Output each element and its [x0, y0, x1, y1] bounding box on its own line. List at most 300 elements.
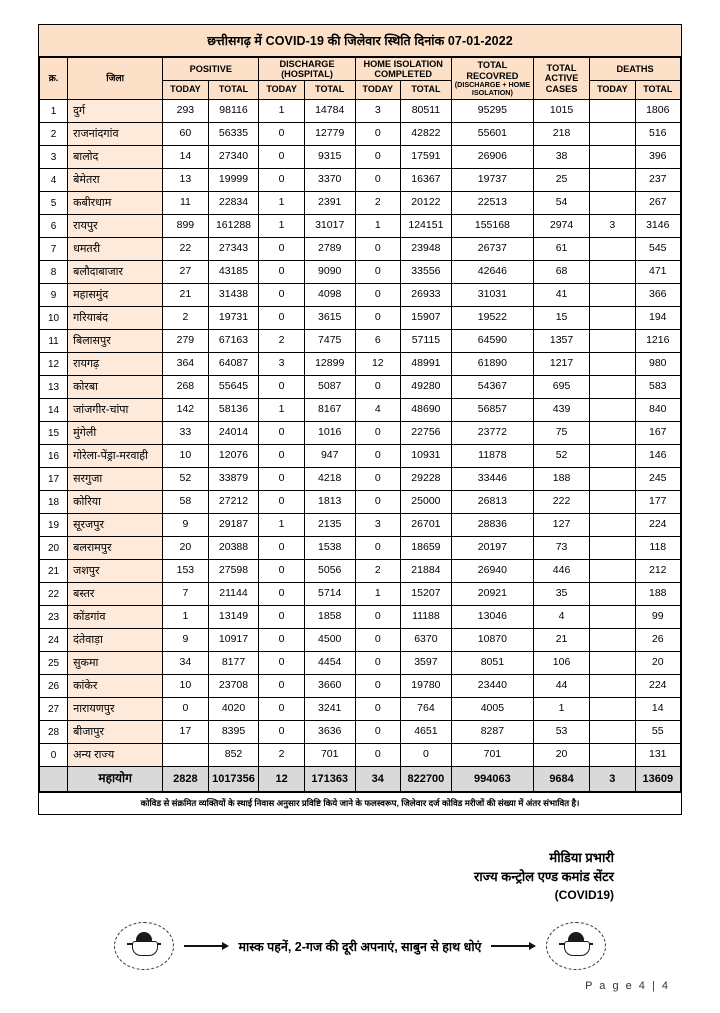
- cell-deaths-total: 194: [635, 307, 680, 330]
- cell-deaths-today: [590, 100, 635, 123]
- cell-deaths-today: [590, 376, 635, 399]
- cell-district: कोरिया: [68, 491, 163, 514]
- cell-home-isolation-today: 1: [355, 583, 400, 606]
- cell-total-active: 127: [533, 514, 589, 537]
- cell-serial: 18: [40, 491, 68, 514]
- cell-deaths-today: [590, 583, 635, 606]
- cell-total-recovered: 23772: [451, 422, 533, 445]
- cell-discharge-today: 0: [259, 468, 304, 491]
- table-row: [40, 744, 681, 767]
- cell-discharge-today: 0: [259, 422, 304, 445]
- cell-discharge-total: 8167: [304, 399, 355, 422]
- table-row: [40, 721, 681, 744]
- cell-home-isolation-today: 0: [355, 537, 400, 560]
- cell-home-isolation-today: 3: [355, 514, 400, 537]
- cell-district: राजनांदगांव: [68, 123, 163, 146]
- cell-deaths-total: 131: [635, 744, 680, 767]
- cell-positive-total: 98116: [208, 100, 259, 123]
- cell-home-isolation-total: 57115: [401, 330, 452, 353]
- cell-positive-total: 27340: [208, 146, 259, 169]
- cell-total-active: 25: [533, 169, 589, 192]
- cell-deaths-total: 118: [635, 537, 680, 560]
- header-recovered-line1: TOTAL: [477, 60, 508, 71]
- cell-positive-today: 7: [163, 583, 208, 606]
- header-home-isolation-today: TODAY: [355, 81, 400, 100]
- cell-serial: 6: [40, 215, 68, 238]
- cell-total-recovered: 42646: [451, 261, 533, 284]
- cell-home-isolation-today: 0: [355, 629, 400, 652]
- cell-discharge-total: 7475: [304, 330, 355, 353]
- cell-deaths-total: 840: [635, 399, 680, 422]
- cell-positive-today: 293: [163, 100, 208, 123]
- cell-serial: 4: [40, 169, 68, 192]
- cell-deaths-total: 224: [635, 514, 680, 537]
- cell-serial: 19: [40, 514, 68, 537]
- cell-serial: 0: [40, 744, 68, 767]
- cell-discharge-today: 1: [259, 100, 304, 123]
- cell-total-recovered: 20921: [451, 583, 533, 606]
- cell-deaths-today: [590, 307, 635, 330]
- cell-total-active: 1015: [533, 100, 589, 123]
- table-row: [40, 123, 681, 146]
- cell-home-isolation-today: 0: [355, 238, 400, 261]
- cell-home-isolation-today: 0: [355, 376, 400, 399]
- cell-serial: 24: [40, 629, 68, 652]
- cell-home-isolation-today: 0: [355, 284, 400, 307]
- cell-positive-total: 24014: [208, 422, 259, 445]
- cell-total-active: 73: [533, 537, 589, 560]
- cell-total-recovered: 28836: [451, 514, 533, 537]
- cell-deaths-today: 3: [590, 215, 635, 238]
- cell-deaths-total: 3146: [635, 215, 680, 238]
- cell-discharge-today: 12: [259, 767, 304, 792]
- cell-deaths-total: 146: [635, 445, 680, 468]
- table-row: [40, 169, 681, 192]
- cell-district: बलरामपुर: [68, 537, 163, 560]
- cell-home-isolation-total: 42822: [401, 123, 452, 146]
- cell-positive-total: 33879: [208, 468, 259, 491]
- cell-discharge-today: 0: [259, 491, 304, 514]
- cell-serial: 8: [40, 261, 68, 284]
- cell-positive-today: 9: [163, 629, 208, 652]
- header-discharge-today: TODAY: [259, 81, 304, 100]
- header-home-isolation-line2: COMPLETED: [374, 69, 433, 79]
- cell-home-isolation-today: 34: [355, 767, 400, 792]
- cell-total-active: 52: [533, 445, 589, 468]
- cell-total-active: 446: [533, 560, 589, 583]
- header-positive: POSITIVE: [163, 58, 259, 81]
- cell-discharge-total: 3615: [304, 307, 355, 330]
- cell-positive-total: 12076: [208, 445, 259, 468]
- cell-home-isolation-total: 124151: [401, 215, 452, 238]
- cell-positive-today: 268: [163, 376, 208, 399]
- cell-positive-today: 10: [163, 675, 208, 698]
- cell-discharge-total: 5087: [304, 376, 355, 399]
- cell-total-active: 4: [533, 606, 589, 629]
- cell-home-isolation-today: 0: [355, 445, 400, 468]
- cell-discharge-total: 2789: [304, 238, 355, 261]
- cell-deaths-today: [590, 744, 635, 767]
- cell-total-recovered: 31031: [451, 284, 533, 307]
- cell-positive-total: 64087: [208, 353, 259, 376]
- cell-positive-today: 899: [163, 215, 208, 238]
- cell-discharge-total: 1813: [304, 491, 355, 514]
- cell-home-isolation-total: 48991: [401, 353, 452, 376]
- cell-home-isolation-today: 4: [355, 399, 400, 422]
- cell-home-isolation-today: 0: [355, 744, 400, 767]
- cell-deaths-total: 237: [635, 169, 680, 192]
- cell-total-active: 439: [533, 399, 589, 422]
- cell-positive-today: 153: [163, 560, 208, 583]
- mask-face-icon-left: [114, 922, 174, 970]
- cell-total-recovered: 23440: [451, 675, 533, 698]
- cell-deaths-today: [590, 238, 635, 261]
- cell-total-active: 15: [533, 307, 589, 330]
- cell-district: महायोग: [68, 767, 163, 792]
- cell-total-recovered: 33446: [451, 468, 533, 491]
- table-row: [40, 422, 681, 445]
- cell-total-recovered: 8051: [451, 652, 533, 675]
- cell-serial: 27: [40, 698, 68, 721]
- cell-district: दुर्ग: [68, 100, 163, 123]
- cell-total-recovered: 155168: [451, 215, 533, 238]
- cell-positive-today: 2: [163, 307, 208, 330]
- header-row-groups: [40, 58, 681, 81]
- signature-line-2: राज्य कन्ट्रोल एण्ड कमांड सेंटर: [474, 868, 614, 884]
- table-row: [40, 307, 681, 330]
- cell-deaths-total: 245: [635, 468, 680, 491]
- table-row: [40, 284, 681, 307]
- cell-total-recovered: 19737: [451, 169, 533, 192]
- cell-positive-today: 11: [163, 192, 208, 215]
- cell-serial: 2: [40, 123, 68, 146]
- cell-home-isolation-total: 33556: [401, 261, 452, 284]
- cell-home-isolation-total: 15907: [401, 307, 452, 330]
- cell-home-isolation-total: 15207: [401, 583, 452, 606]
- cell-home-isolation-total: 23948: [401, 238, 452, 261]
- cell-positive-today: 1: [163, 606, 208, 629]
- table-row: [40, 261, 681, 284]
- cell-positive-total: 852: [208, 744, 259, 767]
- table-row: [40, 215, 681, 238]
- cell-total-active: 1357: [533, 330, 589, 353]
- cell-discharge-today: 0: [259, 675, 304, 698]
- cell-positive-total: 8177: [208, 652, 259, 675]
- cell-serial: 1: [40, 100, 68, 123]
- cell-home-isolation-total: 764: [401, 698, 452, 721]
- cell-district: दंतेवाड़ा: [68, 629, 163, 652]
- cell-home-isolation-today: 0: [355, 675, 400, 698]
- cell-discharge-total: 701: [304, 744, 355, 767]
- cell-deaths-today: [590, 422, 635, 445]
- cell-positive-total: 56335: [208, 123, 259, 146]
- cell-total-active: 38: [533, 146, 589, 169]
- cell-home-isolation-total: 26701: [401, 514, 452, 537]
- cell-serial: 9: [40, 284, 68, 307]
- header-deaths: DEATHS: [590, 58, 681, 81]
- cell-total-recovered: 55601: [451, 123, 533, 146]
- cell-home-isolation-total: 80511: [401, 100, 452, 123]
- cell-deaths-total: 545: [635, 238, 680, 261]
- cell-serial: 17: [40, 468, 68, 491]
- cell-serial: 16: [40, 445, 68, 468]
- cell-district: बस्तर: [68, 583, 163, 606]
- table-row: [40, 583, 681, 606]
- cell-total-active: 75: [533, 422, 589, 445]
- cell-total-active: 222: [533, 491, 589, 514]
- table-row: [40, 675, 681, 698]
- cell-home-isolation-today: 6: [355, 330, 400, 353]
- header-active-line2: ACTIVE: [544, 73, 579, 84]
- cell-district: बेमेतरा: [68, 169, 163, 192]
- cell-discharge-today: 0: [259, 169, 304, 192]
- cell-home-isolation-total: 18659: [401, 537, 452, 560]
- cell-discharge-total: 947: [304, 445, 355, 468]
- cell-home-isolation-today: 0: [355, 422, 400, 445]
- cell-total-recovered: 61890: [451, 353, 533, 376]
- cell-district: गरियाबंद: [68, 307, 163, 330]
- cell-deaths-today: [590, 537, 635, 560]
- cell-deaths-total: 26: [635, 629, 680, 652]
- cell-total-recovered: 26737: [451, 238, 533, 261]
- cell-deaths-today: [590, 698, 635, 721]
- cell-deaths-total: 167: [635, 422, 680, 445]
- cell-positive-total: 161288: [208, 215, 259, 238]
- cell-total-recovered: 54367: [451, 376, 533, 399]
- cell-discharge-today: 0: [259, 307, 304, 330]
- cell-home-isolation-today: 0: [355, 698, 400, 721]
- cell-serial: 28: [40, 721, 68, 744]
- cell-discharge-total: 4500: [304, 629, 355, 652]
- cell-total-recovered: 56857: [451, 399, 533, 422]
- cell-home-isolation-total: 19780: [401, 675, 452, 698]
- cell-serial: 7: [40, 238, 68, 261]
- cell-total-active: 188: [533, 468, 589, 491]
- cell-total-recovered: 64590: [451, 330, 533, 353]
- cell-home-isolation-total: 11188: [401, 606, 452, 629]
- cell-positive-total: 23708: [208, 675, 259, 698]
- cell-deaths-today: [590, 468, 635, 491]
- cell-discharge-total: 12779: [304, 123, 355, 146]
- cell-discharge-total: 1538: [304, 537, 355, 560]
- cell-total-active: 61: [533, 238, 589, 261]
- cell-positive-total: 43185: [208, 261, 259, 284]
- table-row: [40, 514, 681, 537]
- cell-deaths-total: 20: [635, 652, 680, 675]
- cell-district: मुंगेली: [68, 422, 163, 445]
- cell-discharge-total: 4098: [304, 284, 355, 307]
- cell-discharge-today: 0: [259, 284, 304, 307]
- cell-deaths-today: [590, 330, 635, 353]
- cell-district: बिलासपुर: [68, 330, 163, 353]
- cell-total-recovered: 26813: [451, 491, 533, 514]
- cell-district: सूरजपुर: [68, 514, 163, 537]
- cell-home-isolation-total: 6370: [401, 629, 452, 652]
- header-active-line1: TOTAL: [546, 63, 577, 74]
- cell-home-isolation-total: 822700: [401, 767, 452, 792]
- cell-positive-today: 22: [163, 238, 208, 261]
- cell-deaths-today: [590, 353, 635, 376]
- cell-total-recovered: 10870: [451, 629, 533, 652]
- cell-discharge-today: 0: [259, 261, 304, 284]
- table-row: [40, 146, 681, 169]
- cell-positive-today: 33: [163, 422, 208, 445]
- cell-discharge-today: 0: [259, 606, 304, 629]
- cell-discharge-today: 1: [259, 192, 304, 215]
- cell-district: धमतरी: [68, 238, 163, 261]
- cell-discharge-today: 1: [259, 215, 304, 238]
- cell-deaths-today: [590, 192, 635, 215]
- cell-positive-today: 9: [163, 514, 208, 537]
- cell-discharge-total: 4454: [304, 652, 355, 675]
- cell-deaths-today: [590, 606, 635, 629]
- cell-district: सुकमा: [68, 652, 163, 675]
- signature-line-1: मीडिया प्रभारी: [549, 850, 614, 865]
- cell-serial: 26: [40, 675, 68, 698]
- page-number: P a g e 4 | 4: [585, 980, 670, 993]
- mask-face-icon-right: [546, 922, 606, 970]
- cell-discharge-today: 0: [259, 652, 304, 675]
- cell-total-active: 35: [533, 583, 589, 606]
- cell-district: नारायणपुर: [68, 698, 163, 721]
- cell-positive-total: 22834: [208, 192, 259, 215]
- cell-deaths-today: 3: [590, 767, 635, 792]
- cell-serial: [40, 767, 68, 792]
- cell-discharge-today: 0: [259, 721, 304, 744]
- cell-total-active: 54: [533, 192, 589, 215]
- cell-discharge-total: 171363: [304, 767, 355, 792]
- awareness-slogan: मास्क पहनें, 2-गज की दूरी अपनाएं, साबुन से हाथ धोएं: [238, 939, 482, 954]
- cell-home-isolation-today: 0: [355, 307, 400, 330]
- header-recovered-line2: RECOVRED: [466, 70, 519, 81]
- cell-serial: 21: [40, 560, 68, 583]
- cell-positive-total: 4020: [208, 698, 259, 721]
- cell-home-isolation-today: 0: [355, 261, 400, 284]
- cell-home-isolation-total: 3597: [401, 652, 452, 675]
- cell-discharge-today: 0: [259, 146, 304, 169]
- cell-discharge-total: 5056: [304, 560, 355, 583]
- cell-home-isolation-today: 0: [355, 169, 400, 192]
- cell-total-active: 20: [533, 744, 589, 767]
- cell-total-active: 1: [533, 698, 589, 721]
- header-home-isolation-total: TOTAL: [401, 81, 452, 100]
- cell-discharge-total: 2135: [304, 514, 355, 537]
- cell-serial: 5: [40, 192, 68, 215]
- cell-positive-total: 20388: [208, 537, 259, 560]
- cell-serial: 13: [40, 376, 68, 399]
- cell-positive-today: 14: [163, 146, 208, 169]
- cell-discharge-total: 4218: [304, 468, 355, 491]
- header-discharge-total: TOTAL: [304, 81, 355, 100]
- cell-positive-today: 2828: [163, 767, 208, 792]
- cell-total-recovered: 19522: [451, 307, 533, 330]
- arrow-right-icon-2: [491, 942, 536, 950]
- cell-deaths-today: [590, 491, 635, 514]
- cell-serial: 14: [40, 399, 68, 422]
- table-row: [40, 606, 681, 629]
- cell-discharge-total: 1016: [304, 422, 355, 445]
- cell-total-recovered: 22513: [451, 192, 533, 215]
- cell-total-active: 21: [533, 629, 589, 652]
- cell-deaths-total: 396: [635, 146, 680, 169]
- cell-total-active: 9684: [533, 767, 589, 792]
- cell-home-isolation-total: 21884: [401, 560, 452, 583]
- cell-discharge-total: 1858: [304, 606, 355, 629]
- cell-deaths-today: [590, 284, 635, 307]
- cell-total-active: 68: [533, 261, 589, 284]
- table-row: [40, 652, 681, 675]
- cell-deaths-total: 366: [635, 284, 680, 307]
- cell-serial: 25: [40, 652, 68, 675]
- cell-positive-total: 55645: [208, 376, 259, 399]
- header-discharge-line1: DISCHARGE: [279, 58, 335, 69]
- table-row: [40, 491, 681, 514]
- cell-positive-today: 13: [163, 169, 208, 192]
- cell-home-isolation-total: 0: [401, 744, 452, 767]
- cell-home-isolation-today: 3: [355, 100, 400, 123]
- header-positive-today: TODAY: [163, 81, 208, 100]
- cell-home-isolation-total: 25000: [401, 491, 452, 514]
- cell-deaths-today: [590, 399, 635, 422]
- cell-serial: 12: [40, 353, 68, 376]
- cell-serial: 10: [40, 307, 68, 330]
- cell-district: रायपुर: [68, 215, 163, 238]
- table-row: [40, 353, 681, 376]
- cell-discharge-total: 2391: [304, 192, 355, 215]
- header-serial: क्र.: [40, 58, 68, 100]
- cell-discharge-total: 3660: [304, 675, 355, 698]
- cell-discharge-today: 0: [259, 238, 304, 261]
- header-discharge: [259, 58, 355, 81]
- cell-discharge-total: 14784: [304, 100, 355, 123]
- cell-serial: 22: [40, 583, 68, 606]
- cell-home-isolation-total: 22756: [401, 422, 452, 445]
- cell-total-recovered: 11878: [451, 445, 533, 468]
- cell-deaths-total: 14: [635, 698, 680, 721]
- header-recovered-line3: (DISCHARGE + HOME ISOLATION): [454, 79, 531, 97]
- header-home-isolation: [355, 58, 451, 81]
- cell-deaths-total: 55: [635, 721, 680, 744]
- cell-total-recovered: 26940: [451, 560, 533, 583]
- cell-discharge-total: 5714: [304, 583, 355, 606]
- cell-home-isolation-total: 48690: [401, 399, 452, 422]
- cell-positive-total: 10917: [208, 629, 259, 652]
- signature-block: [20, 849, 700, 904]
- cell-total-active: 41: [533, 284, 589, 307]
- cell-deaths-total: 267: [635, 192, 680, 215]
- cell-total-recovered: 95295: [451, 100, 533, 123]
- cell-deaths-today: [590, 514, 635, 537]
- cell-home-isolation-total: 4651: [401, 721, 452, 744]
- cell-discharge-today: 1: [259, 514, 304, 537]
- cell-discharge-total: 9315: [304, 146, 355, 169]
- cell-home-isolation-total: 26933: [401, 284, 452, 307]
- cell-deaths-today: [590, 146, 635, 169]
- table-row: [40, 445, 681, 468]
- header-district: जिला: [68, 58, 163, 100]
- cell-district: जशपुर: [68, 560, 163, 583]
- cell-deaths-total: 1806: [635, 100, 680, 123]
- cell-discharge-today: 0: [259, 123, 304, 146]
- cell-deaths-total: 980: [635, 353, 680, 376]
- cell-positive-total: 27598: [208, 560, 259, 583]
- header-positive-total: TOTAL: [208, 81, 259, 100]
- cell-positive-today: 279: [163, 330, 208, 353]
- cell-discharge-today: 2: [259, 744, 304, 767]
- cell-total-active: 44: [533, 675, 589, 698]
- header-deaths-today: TODAY: [590, 81, 635, 100]
- report-frame: [38, 24, 682, 815]
